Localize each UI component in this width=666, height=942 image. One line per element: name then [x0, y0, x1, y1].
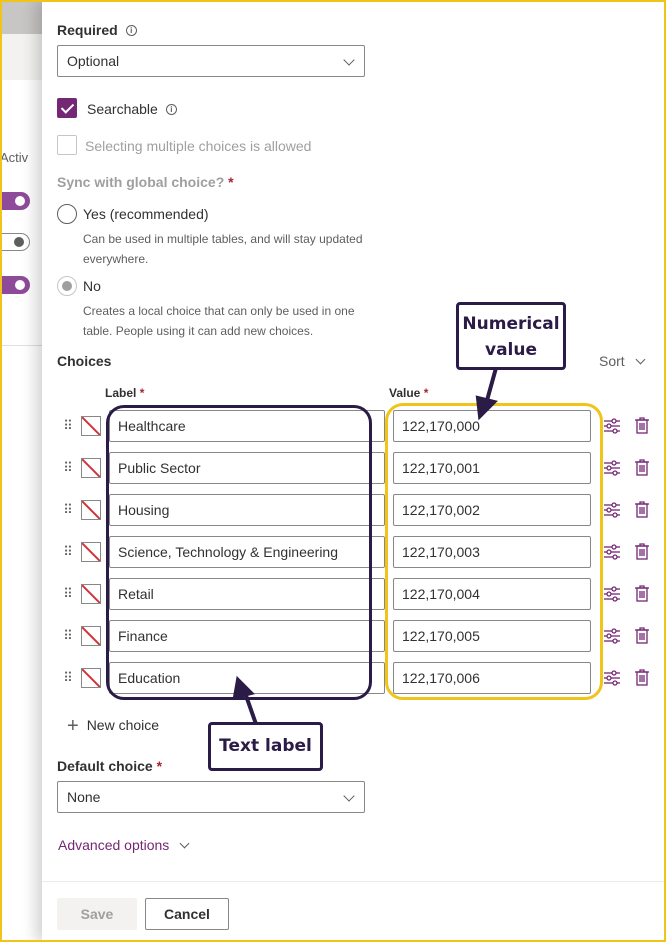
choice-label-input[interactable]: Public Sector: [109, 452, 385, 484]
delete-icon[interactable]: [635, 501, 649, 518]
choice-row: [42, 452, 666, 484]
drag-handle-icon[interactable]: ⠿: [63, 670, 73, 685]
required-dropdown-value: Optional: [67, 53, 120, 69]
choice-label-input[interactable]: Science, Technology & Engineering: [109, 536, 385, 568]
default-choice-label: Default choice: [57, 758, 153, 774]
multiple-choices-checkbox[interactable]: [57, 135, 77, 155]
chevron-down-icon: [180, 839, 190, 849]
color-swatch-icon[interactable]: [81, 668, 101, 688]
choice-value-input[interactable]: 122,170,004: [393, 578, 591, 610]
numerical-callout-line1: Numerical: [462, 314, 560, 334]
chevron-down-icon: [343, 54, 354, 65]
background-toggle: [0, 276, 30, 294]
advanced-options-toggle[interactable]: [58, 837, 188, 853]
chevron-down-icon: [635, 355, 645, 365]
choices-title: Choices: [57, 353, 112, 369]
choice-value-input[interactable]: 122,170,001: [393, 452, 591, 484]
choice-value-input[interactable]: 122,170,006: [393, 662, 591, 694]
sort-button[interactable]: [599, 353, 644, 369]
background-tab-fragment: Activ: [0, 150, 29, 165]
sync-no-help-line2: table. People using it can add new choices.: [83, 324, 314, 338]
choice-value-input[interactable]: 122,170,000: [393, 410, 591, 442]
sync-label: Sync with global choice?: [57, 174, 225, 190]
color-swatch-icon[interactable]: [81, 416, 101, 436]
background-divider: [0, 345, 42, 346]
color-swatch-icon[interactable]: [81, 542, 101, 562]
chevron-down-icon: [343, 790, 354, 801]
background-toggle: [0, 192, 30, 210]
drag-handle-icon[interactable]: ⠿: [63, 502, 73, 517]
delete-icon[interactable]: [635, 459, 649, 476]
sync-no-label: No: [83, 278, 101, 294]
background-header: [0, 0, 42, 80]
footer-divider: [42, 881, 666, 882]
drag-handle-icon[interactable]: ⠿: [63, 418, 73, 433]
choice-row: [42, 662, 666, 694]
settings-sliders-icon[interactable]: [603, 670, 621, 686]
choice-row: [42, 536, 666, 568]
advanced-options-label: Advanced options: [58, 837, 170, 853]
numerical-callout-line2: value: [484, 340, 537, 360]
choice-value-input[interactable]: 122,170,005: [393, 620, 591, 652]
settings-sliders-icon[interactable]: [603, 586, 621, 602]
new-choice-button[interactable]: [67, 715, 159, 738]
delete-icon[interactable]: [635, 543, 649, 560]
choice-label-input[interactable]: Education: [109, 662, 385, 694]
info-icon[interactable]: i: [126, 25, 137, 36]
multiple-choices-label: Selecting multiple choices is allowed: [85, 138, 312, 154]
drag-handle-icon[interactable]: ⠿: [63, 544, 73, 559]
numerical-value-callout: [456, 302, 566, 370]
choice-row: [42, 494, 666, 526]
required-asterisk: *: [156, 758, 163, 774]
save-button[interactable]: Save: [57, 898, 137, 930]
drag-handle-icon[interactable]: ⠿: [63, 460, 73, 475]
required-asterisk: *: [139, 386, 145, 400]
cancel-button[interactable]: Cancel: [145, 898, 229, 930]
sync-no-help: [83, 301, 383, 341]
sort-label: Sort: [599, 353, 625, 369]
default-choice-value: None: [67, 789, 101, 805]
plus-icon: +: [67, 715, 79, 737]
settings-sliders-icon[interactable]: [603, 628, 621, 644]
choice-row: [42, 410, 666, 442]
color-swatch-icon[interactable]: [81, 626, 101, 646]
delete-icon[interactable]: [635, 417, 649, 434]
choice-label-input[interactable]: Healthcare: [109, 410, 385, 442]
label-column-header: [105, 386, 144, 400]
choice-value-input[interactable]: 122,170,003: [393, 536, 591, 568]
drag-handle-icon[interactable]: ⠿: [63, 586, 73, 601]
choice-label-input[interactable]: Finance: [109, 620, 385, 652]
edit-column-panel: [42, 0, 666, 942]
drag-handle-icon[interactable]: ⠿: [63, 628, 73, 643]
sync-yes-help: [83, 229, 383, 269]
text-label-callout: Text label: [208, 722, 323, 771]
sync-label-row: [57, 174, 234, 190]
sync-yes-help-line1: Can be used in multiple tables, and will stay updated: [83, 232, 363, 246]
settings-sliders-icon[interactable]: [603, 544, 621, 560]
default-choice-dropdown[interactable]: [57, 781, 365, 813]
settings-sliders-icon[interactable]: [603, 502, 621, 518]
settings-sliders-icon[interactable]: [603, 460, 621, 476]
searchable-label-row: [87, 101, 177, 117]
color-swatch-icon[interactable]: [81, 458, 101, 478]
sync-no-radio[interactable]: [57, 276, 77, 296]
delete-icon[interactable]: [635, 669, 649, 686]
searchable-checkbox[interactable]: [57, 98, 77, 118]
delete-icon[interactable]: [635, 627, 649, 644]
info-icon[interactable]: i: [166, 104, 177, 115]
required-asterisk: *: [423, 386, 429, 400]
required-asterisk: *: [228, 174, 234, 190]
background-toggle: [0, 233, 30, 251]
choice-label-input[interactable]: Housing: [109, 494, 385, 526]
sync-yes-label: Yes (recommended): [83, 206, 209, 222]
sync-yes-radio[interactable]: [57, 204, 77, 224]
searchable-label: Searchable: [87, 101, 158, 117]
delete-icon[interactable]: [635, 585, 649, 602]
choice-label-input[interactable]: Retail: [109, 578, 385, 610]
value-header-text: Value: [389, 386, 421, 400]
choice-value-input[interactable]: 122,170,002: [393, 494, 591, 526]
value-column-header: [389, 386, 428, 400]
required-label-row: [57, 22, 137, 38]
default-choice-label-row: [57, 758, 162, 774]
color-swatch-icon[interactable]: [81, 584, 101, 604]
sync-no-help-line1: Creates a local choice that can only be used in one: [83, 304, 355, 318]
color-swatch-icon[interactable]: [81, 500, 101, 520]
required-dropdown[interactable]: [57, 45, 365, 77]
sync-yes-help-line2: everywhere.: [83, 252, 149, 266]
background-page: [0, 0, 42, 942]
new-choice-label: New choice: [86, 717, 160, 733]
required-label: Required: [57, 22, 118, 38]
choice-row: [42, 620, 666, 652]
choice-row: [42, 578, 666, 610]
settings-sliders-icon[interactable]: [603, 418, 621, 434]
label-header-text: Label: [105, 386, 137, 400]
